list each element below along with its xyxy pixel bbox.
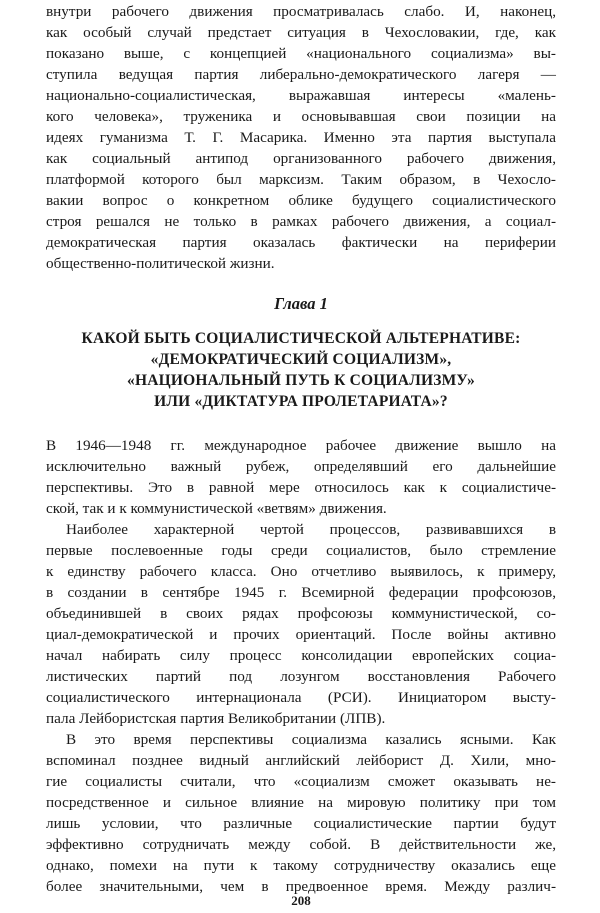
- text-line: ской, так и к коммунистической «ветвям» движения.: [46, 500, 387, 517]
- chapter-title-line: ИЛИ «ДИКТАТУРА ПРОЛЕТАРИАТА»?: [154, 393, 448, 410]
- text-line: идеях гуманизма Т. Г. Масарика. Именно эта партия выступала: [46, 129, 556, 146]
- chapter-title-line: КАКОЙ БЫТЬ СОЦИАЛИСТИЧЕСКОЙ АЛЬТЕРНАТИВЕ:: [81, 330, 521, 347]
- text-line: гие социалисты считали, что «социализм сможет оказывать не-: [46, 773, 556, 790]
- chapter-title-line: «НАЦИОНАЛЬНЫЙ ПУТЬ К СОЦИАЛИЗМУ»: [127, 372, 475, 389]
- text-line: листических партий под лозунгом восстановления Рабочего: [46, 668, 556, 685]
- text-line: к единству рабочего класса. Оно отчетливо выявилось, к примеру,: [46, 563, 556, 580]
- text-line: в создании в сентябре 1945 г. Всемирной федерации профсоюзов,: [46, 584, 556, 601]
- text-line: внутри рабочего движения просматривалась слабо. И, наконец,: [46, 3, 556, 20]
- text-line: первые послевоенные годы среди социалистов, было стремление: [46, 542, 556, 559]
- chapter-label: Глава 1: [274, 294, 328, 313]
- text-line: вакии вопрос о конкретном облике будущего социалистического: [46, 192, 556, 209]
- text-line: В это время перспективы социализма казались ясными. Как: [66, 731, 556, 748]
- text-line: социалистического интернационала (РСИ). Инициатором высту-: [46, 689, 556, 706]
- text-line: эффективно сотрудничать между собой. В действительности же,: [46, 836, 556, 853]
- text-line: исключительно важный рубеж, определявший его дальнейшие: [46, 458, 556, 475]
- text-line: перспективы. Это в равной мере относилось как к социалистиче-: [46, 479, 556, 496]
- page-number: 208: [291, 893, 311, 908]
- book-page: [46, 0, 556, 913]
- text-line: более значительными, чем в предвоенное время. Между различ-: [46, 878, 556, 895]
- text-line: объединившей в своих рядах профсоюзы коммунистической, со-: [46, 605, 556, 622]
- text-line: вспоминал позднее видный английский лейборист Д. Хили, мно-: [46, 752, 556, 769]
- text-line: посредственное и сильное влияние на мировую политику при том: [46, 794, 556, 811]
- text-line: демократическая партия оказалась фактически на периферии: [46, 234, 556, 251]
- text-line: общественно-политической жизни.: [46, 255, 275, 272]
- text-line: как социальный антипод организованного рабочего движения,: [46, 150, 556, 167]
- chapter-title-line: «ДЕМОКРАТИЧЕСКИЙ СОЦИАЛИЗМ»,: [150, 351, 452, 368]
- text-line: лишь условии, что различные социалистические партии будут: [46, 815, 556, 832]
- text-line: циал-демократической и прочих ориентаций. После войны активно: [46, 626, 556, 643]
- text-line: показано выше, с концепцией «национального социализма» вы-: [46, 45, 556, 62]
- text-line: однако, помехи на пути к такому сотрудничеству оказались еще: [46, 857, 556, 874]
- text-line: строя решался не только в рамках рабочего движения, а социал-: [46, 213, 556, 230]
- text-line: национально-социалистическая, выражавшая интересы «малень-: [46, 87, 556, 104]
- text-line: ступила ведущая партия либерально-демократического лагеря —: [46, 66, 556, 83]
- text-line: платформой которого был марксизм. Таким образом, в Чехосло-: [46, 171, 556, 188]
- text-line: пала Лейбористская партия Великобритании (ЛПВ).: [46, 710, 386, 727]
- text-line: кого человека», труженика и основывавшая свои позиции на: [46, 108, 556, 125]
- text-line: как особый случай предстает ситуация в Чехословакии, где, как: [46, 24, 556, 41]
- text-line: Наиболее характерной чертой процессов, развивавшихся в: [66, 521, 556, 538]
- text-line: начал набирать силу процесс консолидации европейских социа-: [46, 647, 556, 664]
- text-line: В 1946—1948 гг. международное рабочее движение вышло на: [46, 437, 556, 454]
